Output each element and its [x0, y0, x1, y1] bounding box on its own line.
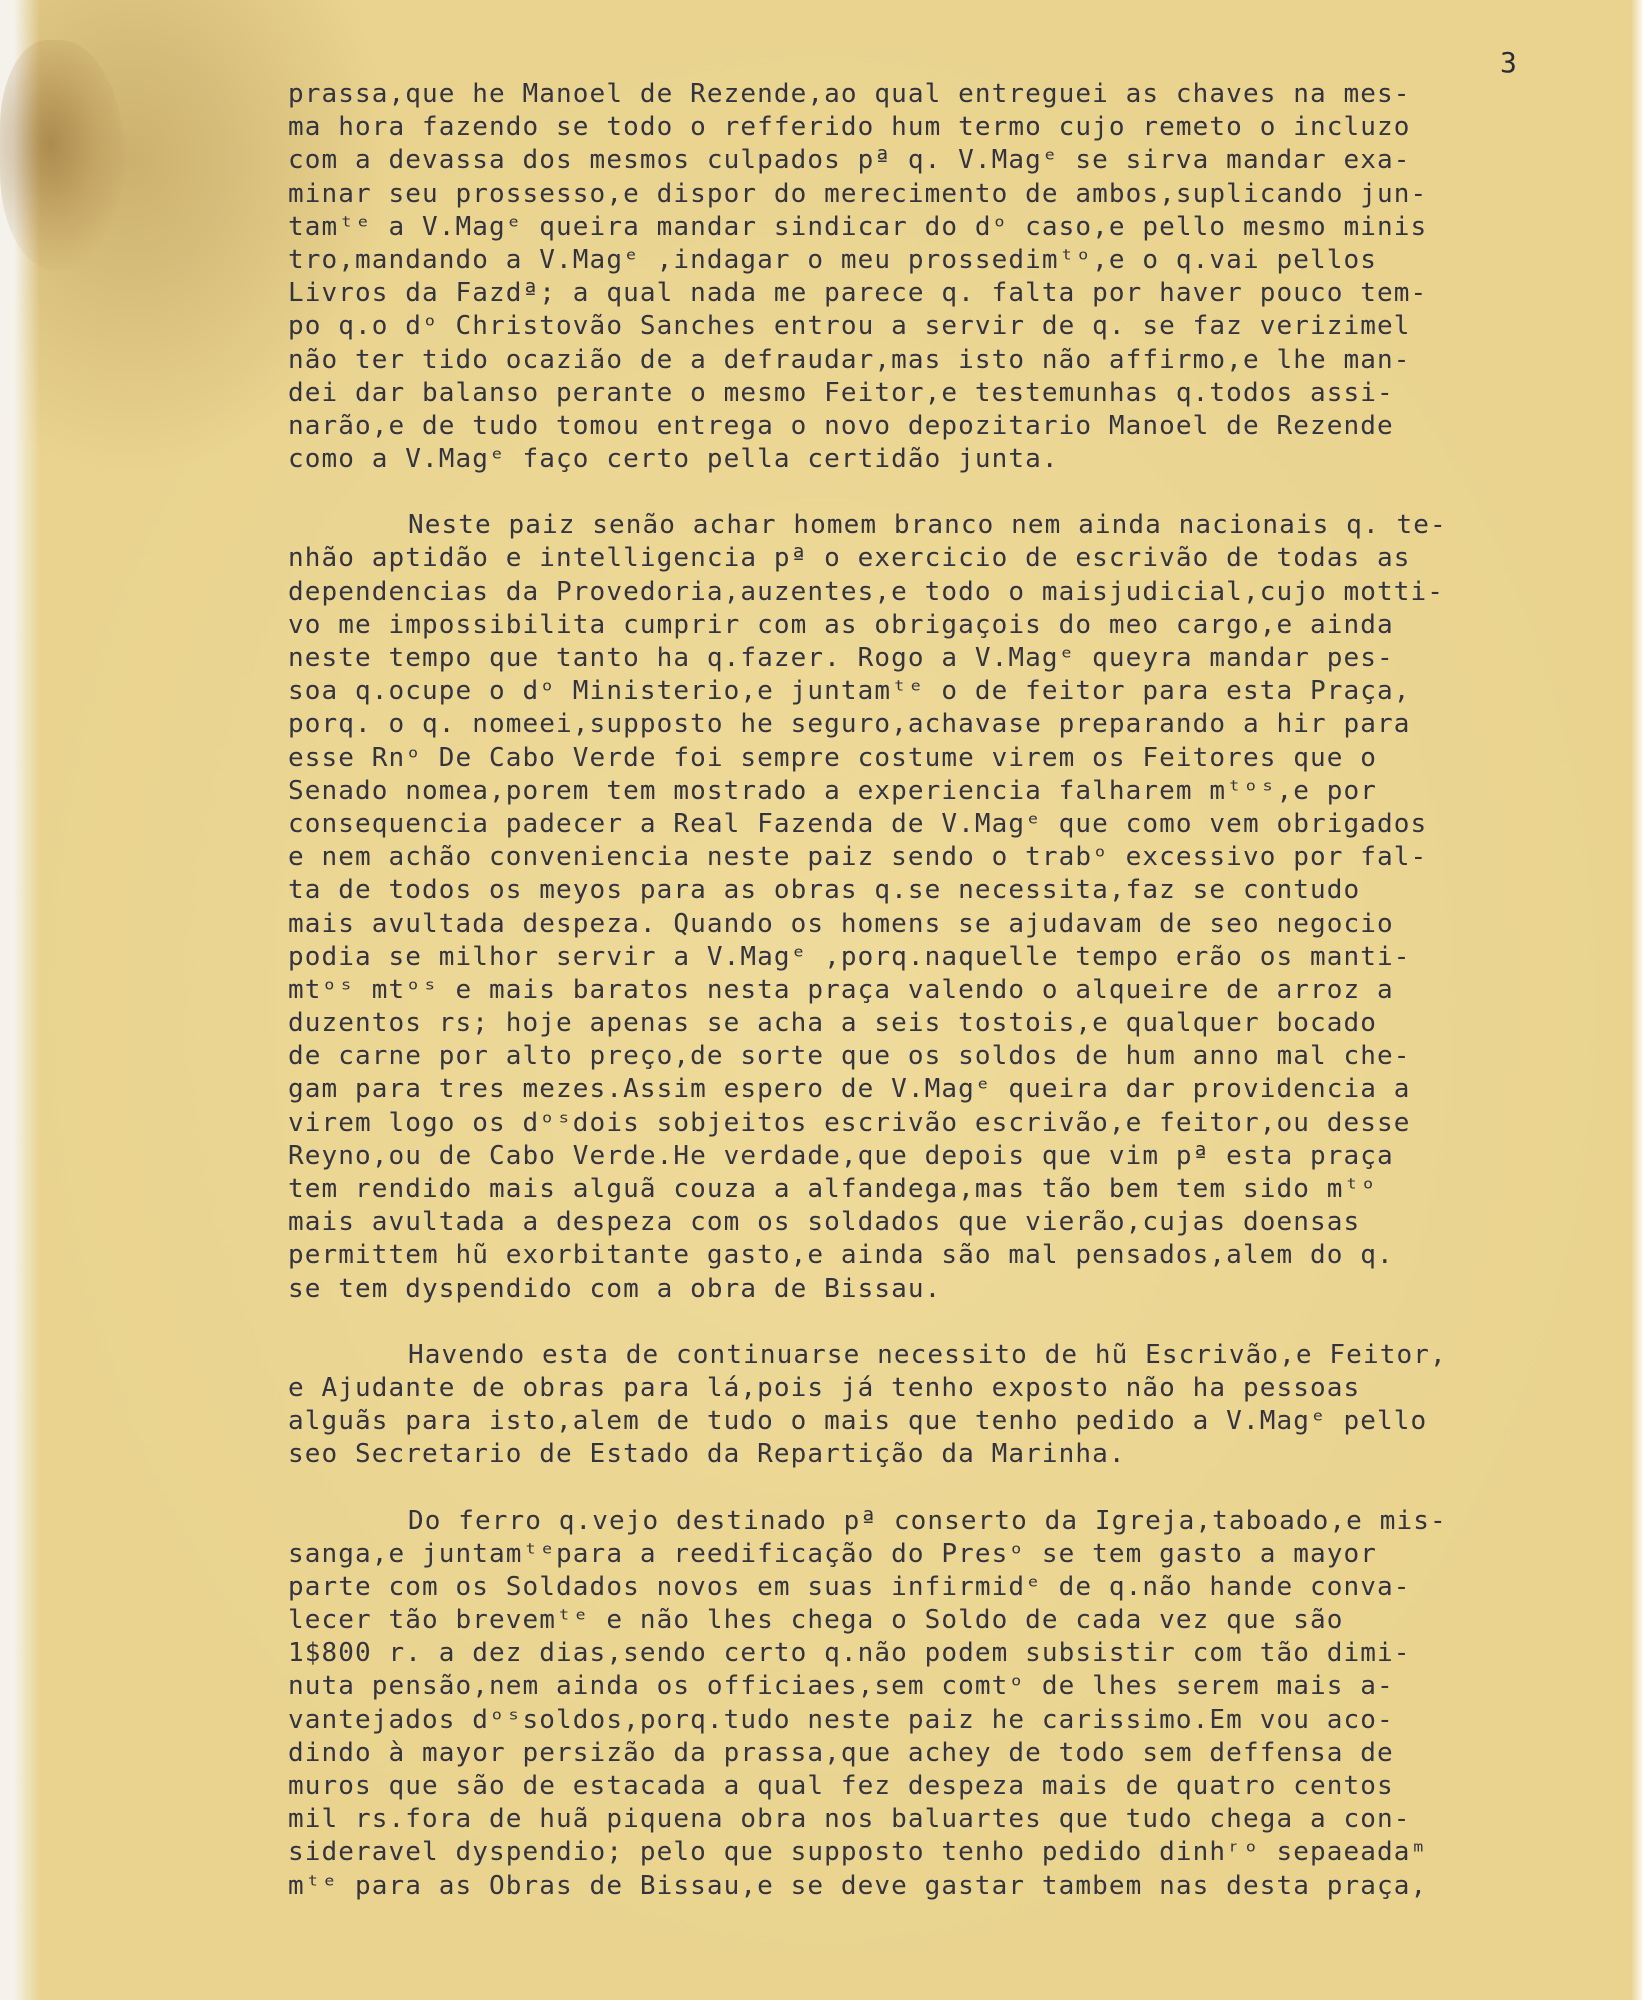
text-line: mᵗᵉ para as Obras de Bissau,e se deve gastar tambem nas desta praça,	[288, 1870, 1428, 1901]
page-number: 3	[1500, 46, 1517, 79]
text-line: soa q.ocupe o dᵒ Ministerio,e juntamᵗᵉ o de feitor para esta Praça,	[288, 676, 1411, 707]
text-line: consequencia padecer a Real Fazenda de V.Magᵉ que como vem obrigados	[288, 808, 1428, 839]
paragraph	[288, 509, 1628, 1306]
text-line: Reyno,ou de Cabo Verde.He verdade,que depois que vim pª esta praça	[288, 1140, 1394, 1171]
text-line: ma hora fazendo se todo o refferido hum termo cujo remeto o incluzo	[288, 112, 1411, 143]
text-line: neste tempo que tanto ha q.fazer. Rogo a V.Magᵉ queyra mandar pes-	[288, 643, 1394, 673]
text-line: dependencias da Provedoria,auzentes,e todo o maisjudicial,cujo motti-	[288, 576, 1444, 607]
text-line: mil rs.fora de huã piquena obra nos baluartes que tudo chega a con-	[288, 1804, 1411, 1835]
text-line: vo me impossibilita cumprir com as obrigaçois do meo cargo,e ainda	[288, 609, 1394, 640]
text-line: Do ferro q.vejo destinado pª conserto da Igreja,taboado,e mis-	[408, 1505, 1447, 1536]
text-line: sideravel dyspendio; pelo que supposto tenho pedido dinhʳᵒ sepaeadaᵐ	[288, 1837, 1428, 1868]
text-line: se tem dyspendido com a obra de Bissau.	[288, 1273, 942, 1304]
text-line: prassa,que he Manoel de Rezende,ao qual entreguei as chaves na mes-	[288, 79, 1411, 109]
text-line: Havendo esta de continuarse necessito de hũ Escrivão,e Feitor,	[408, 1339, 1447, 1370]
text-line: narão,e de tudo tomou entrega o novo depozitario Manoel de Rezende	[288, 410, 1394, 441]
text-line: mtᵒˢ mtᵒˢ e mais baratos nesta praça valendo o alqueire de arroz a	[288, 974, 1394, 1005]
text-line: de carne por alto preço,de sorte que os soldos de hum anno mal che-	[288, 1041, 1411, 1072]
text-line: ta de todos os meyos para as obras q.se necessita,faz se contudo	[288, 875, 1361, 906]
text-line: tamᵗᵉ a V.Magᵉ queira mandar sindicar do dᵒ caso,e pello mesmo minis	[288, 211, 1428, 242]
text-line: esse Rnᵒ De Cabo Verde foi sempre costume virem os Feitores que o	[288, 742, 1377, 773]
paragraph	[288, 1339, 1628, 1472]
text-line: permittem hũ exorbitante gasto,e ainda são mal pensados,alem do q.	[288, 1240, 1394, 1271]
text-line: mais avultada a despeza com os soldados que vierão,cujas doensas	[288, 1207, 1361, 1238]
text-line: vantejados dᵒˢsoldos,porq.tudo neste paiz he carissimo.Em vou aco-	[288, 1704, 1394, 1735]
paper-fold	[1631, 0, 1643, 2000]
text-line: mais avultada despeza. Quando os homens se ajudavam de seo negocio	[288, 908, 1394, 939]
paragraph	[288, 78, 1628, 476]
text-line: sanga,e juntamᵗᵉpara a reedificação do Presᵒ se tem gasto a mayor	[288, 1538, 1377, 1569]
text-line: tro,mandando a V.Magᵉ ,indagar o meu prossedimᵗᵒ,e o q.vai pellos	[288, 244, 1377, 275]
text-line: minar seu prossesso,e dispor do merecimento de ambos,suplicando jun-	[288, 178, 1428, 209]
text-line: tem rendido mais alguã couza a alfandega,mas tão bem tem sido mᵗᵒ	[288, 1174, 1377, 1204]
text-line: como a V.Magᵉ faço certo pella certidão junta.	[288, 444, 1059, 475]
text-line: duzentos rs; hoje apenas se acha a seis tostois,e qualquer bocado	[288, 1008, 1377, 1039]
text-line: não ter tido ocazião de a defraudar,mas isto não affirmo,e lhe man-	[288, 344, 1411, 375]
text-line: alguãs para isto,alem de tudo o mais que tenho pedido a V.Magᵉ pello	[288, 1406, 1428, 1437]
text-line: parte com os Soldados novos em suas infirmidᵉ de q.não hande conva-	[288, 1571, 1411, 1602]
text-line: virem logo os dᵒˢdois sobjeitos escrivão escrivão,e feitor,ou desse	[288, 1107, 1411, 1138]
paragraph	[288, 1505, 1628, 1903]
text-line: muros que são de estacada a qual fez despeza mais de quatro centos	[288, 1771, 1394, 1801]
text-line: com a devassa dos mesmos culpados pª q. V.Magᵉ se sirva mandar exa-	[288, 145, 1411, 176]
text-line: Senado nomea,porem tem mostrado a experiencia falharem mᵗᵒˢ,e por	[288, 775, 1377, 806]
text-line: porq. o q. nomeei,supposto he seguro,achavase preparando a hir para	[288, 709, 1411, 740]
text-line: gam para tres mezes.Assim espero de V.Magᵉ queira dar providencia a	[288, 1074, 1411, 1105]
text-line: 1$800 r. a dez dias,sendo certo q.não podem subsistir com tão dimi-	[288, 1638, 1411, 1669]
typewritten-letter-body	[288, 78, 1628, 1903]
text-line: podia se milhor servir a V.Magᵉ ,porq.naquelle tempo erão os manti-	[288, 941, 1411, 972]
text-line: lecer tão brevemᵗᵉ e não lhes chega o Soldo de cada vez que são	[288, 1605, 1344, 1636]
text-line: seo Secretario de Estado da Repartição da Marinha.	[288, 1439, 1126, 1470]
paper-edge	[0, 0, 120, 2000]
text-line: e Ajudante de obras para lá,pois já tenho exposto não ha pessoas	[288, 1372, 1361, 1403]
text-line: Livros da Fazdª; a qual nada me parece q. falta por haver pouco tem-	[288, 278, 1428, 309]
text-line: nuta pensão,nem ainda os officiaes,sem comtᵒ de lhes serem mais a-	[288, 1671, 1394, 1702]
text-line: Neste paiz senão achar homem branco nem ainda nacionais q. te-	[408, 510, 1447, 541]
text-line: po q.o dᵒ Christovão Sanches entrou a servir de q. se faz verizimel	[288, 311, 1411, 342]
text-line: dei dar balanso perante o mesmo Feitor,e testemunhas q.todos assi-	[288, 377, 1394, 408]
text-line: nhão aptidão e intelligencia pª o exercicio de escrivão de todas as	[288, 543, 1411, 574]
text-line: dindo à mayor persizão da prassa,que achey de todo sem deffensa de	[288, 1737, 1394, 1768]
text-line: e nem achão conveniencia neste paiz sendo o trabᵒ excessivo por fal-	[288, 842, 1428, 873]
